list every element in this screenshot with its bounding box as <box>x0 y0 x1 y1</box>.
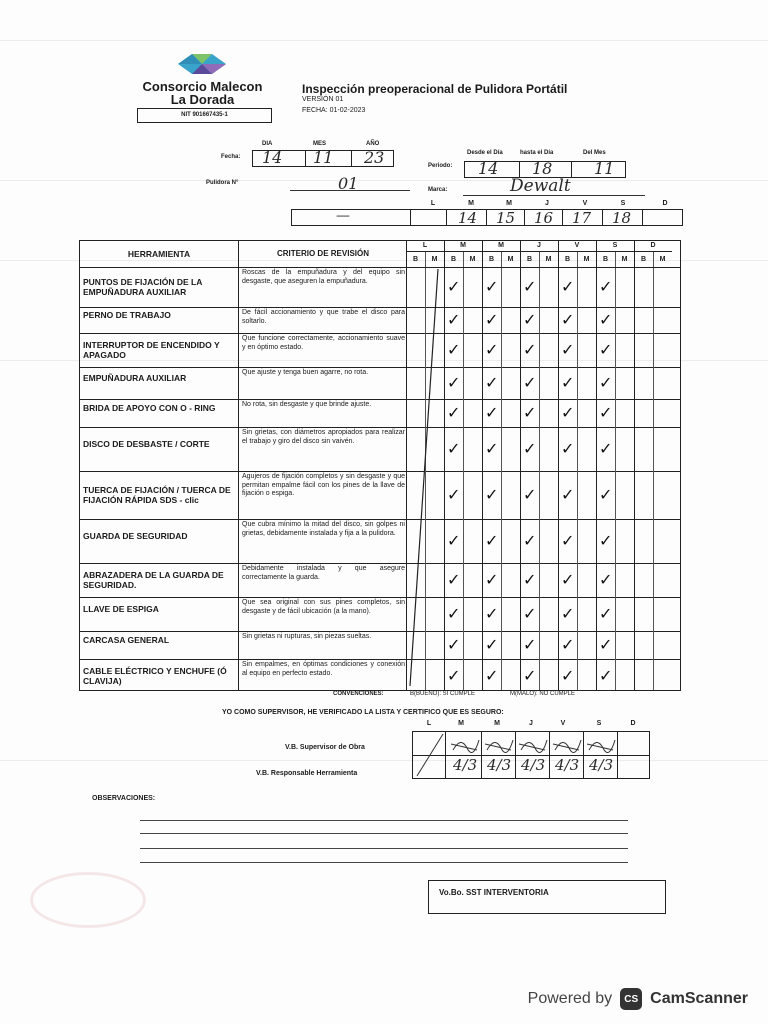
check-mark-icon: ✓ <box>523 570 537 589</box>
marca-value: Dewalt <box>510 176 571 196</box>
scan-artifact-line <box>0 760 768 761</box>
table-day-divider <box>558 241 559 690</box>
table-row-tool: PERNO DE TRABAJO <box>83 310 171 320</box>
check-mark-icon: ✓ <box>561 570 575 589</box>
check-mark-icon: ✓ <box>561 373 575 392</box>
table-column-divider <box>238 241 239 690</box>
check-mark-icon: ✓ <box>523 604 537 623</box>
table-row-tool: PUNTOS DE FIJACIÓN DE LA EMPUÑADURA AUXILIAR <box>83 277 203 297</box>
certify-day-label: J <box>529 720 533 727</box>
table-row-criteria: De fácil accionamiento y que trabe el disco para soltarlo. <box>242 309 405 325</box>
check-mark-icon: ✓ <box>599 635 613 654</box>
camscanner-logo-icon: CS <box>620 988 642 1010</box>
certify-day-label: V <box>560 720 566 727</box>
check-mark-icon: ✓ <box>447 531 461 550</box>
check-mark-icon: ✓ <box>523 485 537 504</box>
check-mark-icon: ✓ <box>485 277 499 296</box>
responsable-mark: 4/3 <box>453 756 478 774</box>
responsable-mark: 4/3 <box>589 756 614 774</box>
certify-signature-grid <box>412 731 650 779</box>
responsable-mark: 4/3 <box>487 756 512 774</box>
table-row-divider <box>80 399 680 400</box>
week-day-label: D <box>662 200 668 207</box>
ano-label: AÑO <box>366 141 380 147</box>
hasta-label: hasta el Día <box>520 150 554 156</box>
table-row-tool: EMPUÑADURA AUXILIAR <box>83 373 187 383</box>
table-row-divider <box>80 307 680 308</box>
marca-label: Marca: <box>428 187 448 193</box>
table-row-tool: CABLE ELÉCTRICO Y ENCHUFE (Ó CLAVIJA) <box>83 665 227 686</box>
fecha-ano-value: 23 <box>364 148 385 167</box>
table-sub-label-b: B <box>602 256 609 263</box>
observaciones-line <box>140 862 628 863</box>
week-dates-box <box>291 209 683 226</box>
check-mark-icon: ✓ <box>561 531 575 550</box>
check-mark-icon: ✓ <box>447 439 461 458</box>
check-mark-icon: ✓ <box>447 665 461 685</box>
dia-label: DIA <box>262 141 273 147</box>
check-mark-icon: ✓ <box>599 373 613 392</box>
form-date: FECHA: 01-02-2023 <box>302 107 366 114</box>
check-mark-icon: ✓ <box>523 665 537 685</box>
week-days-header <box>428 200 688 208</box>
table-day-label: V <box>574 242 580 249</box>
certify-day-label: S <box>596 720 602 727</box>
table-sub-divider <box>615 251 616 690</box>
table-day-label: L <box>422 242 428 249</box>
check-mark-icon: ✓ <box>599 277 613 296</box>
responsable-mark: 4/3 <box>521 756 546 774</box>
table-row-tool: CARCASA GENERAL <box>83 635 170 645</box>
table-row-tool: TUERCA DE FIJACIÓN / TUERCA DE FIJACIÓN RÁPIDA SDS - clic <box>83 485 231 505</box>
table-sub-label-b: B <box>488 256 495 263</box>
check-mark-icon: ✓ <box>485 373 499 392</box>
check-mark-icon: ✓ <box>447 604 461 623</box>
check-mark-icon: ✓ <box>523 635 537 654</box>
table-row-criteria: Agujeros de fijación completos y sin desgaste y que permitan empalme fácil con los pines de la llave de fijación o espiga. <box>242 473 405 497</box>
table-row-divider <box>80 563 680 564</box>
check-mark-icon: ✓ <box>485 570 499 589</box>
table-row-criteria: Sin empalmes, en óptimas condiciones y conexión al equipo en perfecto estado. <box>242 661 405 677</box>
nit-box: NIT 901667435-1 <box>137 108 272 123</box>
week-day-label: M <box>506 200 512 207</box>
table-row-divider <box>80 367 680 368</box>
pulidora-label: Pulidora N° <box>206 180 239 186</box>
check-mark-icon: ✓ <box>447 403 461 422</box>
certify-day-label: L <box>426 720 432 727</box>
table-sub-divider <box>653 251 654 690</box>
week-date-value: 16 <box>534 209 554 227</box>
check-mark-icon: ✓ <box>523 310 537 329</box>
table-sub-label-m: M <box>621 256 628 263</box>
table-day-divider <box>444 241 445 690</box>
form-title: Inspección preoperacional de Pulidora Portátil <box>302 82 568 96</box>
check-mark-icon: ✓ <box>485 531 499 550</box>
faded-stamp-icon <box>30 872 146 928</box>
observaciones-line <box>140 820 628 821</box>
week-day-label: M <box>468 200 474 207</box>
table-row-divider <box>80 659 680 660</box>
vobo-box: Vo.Bo. SST INTERVENTORIA <box>428 880 666 914</box>
company-name-line1: Consorcio Malecon <box>142 79 263 94</box>
check-mark-icon: ✓ <box>523 340 537 359</box>
check-mark-icon: ✓ <box>599 604 613 623</box>
table-row-criteria: Sin grietas ni rupturas, sin piezas sueltas. <box>242 633 372 640</box>
check-mark-icon: ✓ <box>447 373 461 392</box>
table-sub-label-b: B <box>564 256 571 263</box>
check-mark-icon: ✓ <box>599 531 613 550</box>
periodo-mes-value: 11 <box>594 159 615 178</box>
table-row-divider <box>80 597 680 598</box>
fecha-mes-value: 11 <box>313 148 334 167</box>
check-mark-icon: ✓ <box>523 373 537 392</box>
table-row-criteria: Debidamente instalada y que asegure correctamente la guarda. <box>242 565 405 581</box>
table-sub-divider <box>539 251 540 690</box>
header-divider <box>406 251 672 252</box>
week-date-value: 18 <box>612 209 632 227</box>
camscanner-footer <box>528 988 748 1010</box>
check-mark-icon: ✓ <box>561 485 575 504</box>
check-mark-icon: ✓ <box>485 635 499 654</box>
table-sub-label-m: M <box>545 256 552 263</box>
check-mark-icon: ✓ <box>447 570 461 589</box>
check-mark-icon: ✓ <box>561 665 575 685</box>
check-mark-icon: ✓ <box>485 439 499 458</box>
check-mark-icon: ✓ <box>561 604 575 623</box>
observaciones-label: OBSERVACIONES: <box>92 795 156 802</box>
fecha-label: Fecha: <box>221 154 241 160</box>
table-row-divider <box>80 631 680 632</box>
table-row-divider <box>80 519 680 520</box>
table-day-divider <box>520 241 521 690</box>
table-row-tool: BRIDA DE APOYO CON O - RING <box>83 403 216 413</box>
table-sub-label-m: M <box>469 256 476 263</box>
week-day-label: J <box>545 200 549 207</box>
observaciones-line <box>140 833 628 834</box>
table-sub-label-b: B <box>412 256 419 263</box>
week-date-value: 17 <box>572 209 592 227</box>
table-row-criteria: No rota, sin desgaste y que brinde ajuste. <box>242 401 372 408</box>
table-sub-label-m: M <box>659 256 666 263</box>
table-sub-divider <box>577 251 578 690</box>
certify-day-label: M <box>458 720 464 727</box>
supervisor-label: V.B. Supervisor de Obra <box>285 744 365 751</box>
week-date-value: 14 <box>458 209 478 227</box>
company-name-line2: La Dorada <box>170 92 235 107</box>
table-row-divider <box>80 427 680 428</box>
check-mark-icon: ✓ <box>523 531 537 550</box>
table-day-label: J <box>537 242 541 249</box>
check-mark-icon: ✓ <box>485 665 499 685</box>
check-mark-icon: ✓ <box>561 277 575 296</box>
check-mark-icon: ✓ <box>447 277 461 296</box>
table-row-tool: DISCO DE DESBASTE / CORTE <box>83 439 210 449</box>
powered-by-text: Powered by <box>527 990 613 1007</box>
periodo-desde-value: 14 <box>478 159 499 178</box>
check-mark-icon: ✓ <box>485 604 499 623</box>
check-mark-icon: ✓ <box>599 403 613 422</box>
desde-label: Desde el Día <box>467 150 503 156</box>
pulidora-value: 01 <box>338 174 359 193</box>
camscanner-brand: CamScanner <box>650 990 748 1007</box>
table-row-criteria: Que ajuste y tenga buen agarre, no rota. <box>242 369 369 376</box>
fecha-dia-value: 14 <box>262 148 283 167</box>
check-mark-icon: ✓ <box>561 340 575 359</box>
table-sub-label-b: B <box>640 256 647 263</box>
check-mark-icon: ✓ <box>485 485 499 504</box>
check-mark-icon: ✓ <box>447 635 461 654</box>
table-row-criteria: Sin grietas, con diámetros apropiados para realizar el trabajo y giro del disco sin vaivén. <box>242 429 405 445</box>
check-mark-icon: ✓ <box>599 570 613 589</box>
conventions-good: B(BUENO): SI CUMPLE <box>410 691 476 697</box>
table-row-tool: ABRAZADERA DE LA GUARDA DE SEGURIDAD. <box>83 570 224 590</box>
table-day-label: S <box>612 242 618 249</box>
check-mark-icon: ✓ <box>447 340 461 359</box>
table-sub-divider <box>501 251 502 690</box>
check-mark-icon: ✓ <box>485 310 499 329</box>
inspection-table <box>79 240 681 691</box>
week-date-value: — <box>336 208 350 224</box>
table-row-divider <box>80 471 680 472</box>
periodo-hasta-value: 18 <box>532 159 553 178</box>
form-version: VERSIÓN 01 <box>302 96 344 103</box>
week-date-value: 15 <box>496 209 516 227</box>
table-sub-divider <box>463 251 464 690</box>
del-mes-label: Del Mes <box>583 150 606 156</box>
table-row-tool: INTERRUPTOR DE ENCENDIDO Y APAGADO <box>83 340 220 360</box>
certify-day-label: D <box>630 720 636 727</box>
company-logo-icon <box>172 50 232 78</box>
certify-day-label: M <box>494 720 500 727</box>
week-day-label: V <box>582 200 588 207</box>
table-day-label: D <box>650 242 656 249</box>
check-mark-icon: ✓ <box>599 439 613 458</box>
table-sub-label-m: M <box>583 256 590 263</box>
table-day-divider <box>596 241 597 690</box>
l-column-strike-icon <box>406 267 444 690</box>
table-row-divider <box>80 333 680 334</box>
check-mark-icon: ✓ <box>485 340 499 359</box>
periodo-label: Periodo: <box>428 163 453 169</box>
table-day-divider <box>634 241 635 690</box>
table-day-label: M <box>498 242 504 249</box>
check-mark-icon: ✓ <box>561 439 575 458</box>
scan-artifact-line <box>0 180 768 181</box>
check-mark-icon: ✓ <box>523 277 537 296</box>
table-row-criteria: Que funcione correctamente, accionamiento suave y en óptimo estado. <box>242 335 405 351</box>
check-mark-icon: ✓ <box>523 439 537 458</box>
check-mark-icon: ✓ <box>599 665 613 685</box>
check-mark-icon: ✓ <box>561 403 575 422</box>
week-day-label: L <box>430 200 436 207</box>
certify-statement: YO COMO SUPERVISOR, HE VERIFICADO LA LISTA Y CERTIFICO QUE ES SEGURO: <box>222 709 504 716</box>
responsable-label: V.B. Responsable Herramienta <box>256 770 358 777</box>
responsable-mark: 4/3 <box>555 756 580 774</box>
week-day-label: S <box>620 200 626 207</box>
check-mark-icon: ✓ <box>599 340 613 359</box>
table-sub-label-m: M <box>507 256 514 263</box>
table-row-criteria: Que cubra mínimo la mitad del disco, sin golpes ni grietas, debidamente instalada y fija a la pulidora. <box>242 521 405 537</box>
table-row-tool: GUARDA DE SEGURIDAD <box>83 531 188 541</box>
table-day-label: M <box>460 242 466 249</box>
check-mark-icon: ✓ <box>599 310 613 329</box>
check-mark-icon: ✓ <box>447 310 461 329</box>
table-row-criteria: Roscas de la empuñadura y del equipo sin desgaste, que aseguren la empuñadura. <box>242 269 405 285</box>
table-row-criteria: Que sea original con sus pines completos, sin desgaste y de fácil ubicación (a la mano). <box>242 599 405 615</box>
certify-days-header <box>412 720 682 729</box>
mes-label: MES <box>313 141 327 147</box>
check-mark-icon: ✓ <box>599 485 613 504</box>
scan-artifact-line <box>0 40 768 41</box>
check-mark-icon: ✓ <box>561 310 575 329</box>
conventions-bad: M(MALO): NO CUMPLE <box>510 691 576 697</box>
table-day-divider <box>482 241 483 690</box>
check-mark-icon: ✓ <box>447 485 461 504</box>
col-header-tool: HERRAMIENTA <box>127 249 191 259</box>
check-mark-icon: ✓ <box>523 403 537 422</box>
conventions-label: CONVENCIONES: <box>333 691 384 697</box>
check-mark-icon: ✓ <box>561 635 575 654</box>
table-row-tool: LLAVE DE ESPIGA <box>83 604 159 614</box>
check-mark-icon: ✓ <box>485 403 499 422</box>
observaciones-line <box>140 848 628 849</box>
col-header-criteria: CRITERIO DE REVISIÓN <box>276 249 369 258</box>
header-bottom-line <box>80 267 680 268</box>
table-sub-label-b: B <box>450 256 457 263</box>
table-sub-label-b: B <box>526 256 533 263</box>
table-sub-label-m: M <box>431 256 438 263</box>
